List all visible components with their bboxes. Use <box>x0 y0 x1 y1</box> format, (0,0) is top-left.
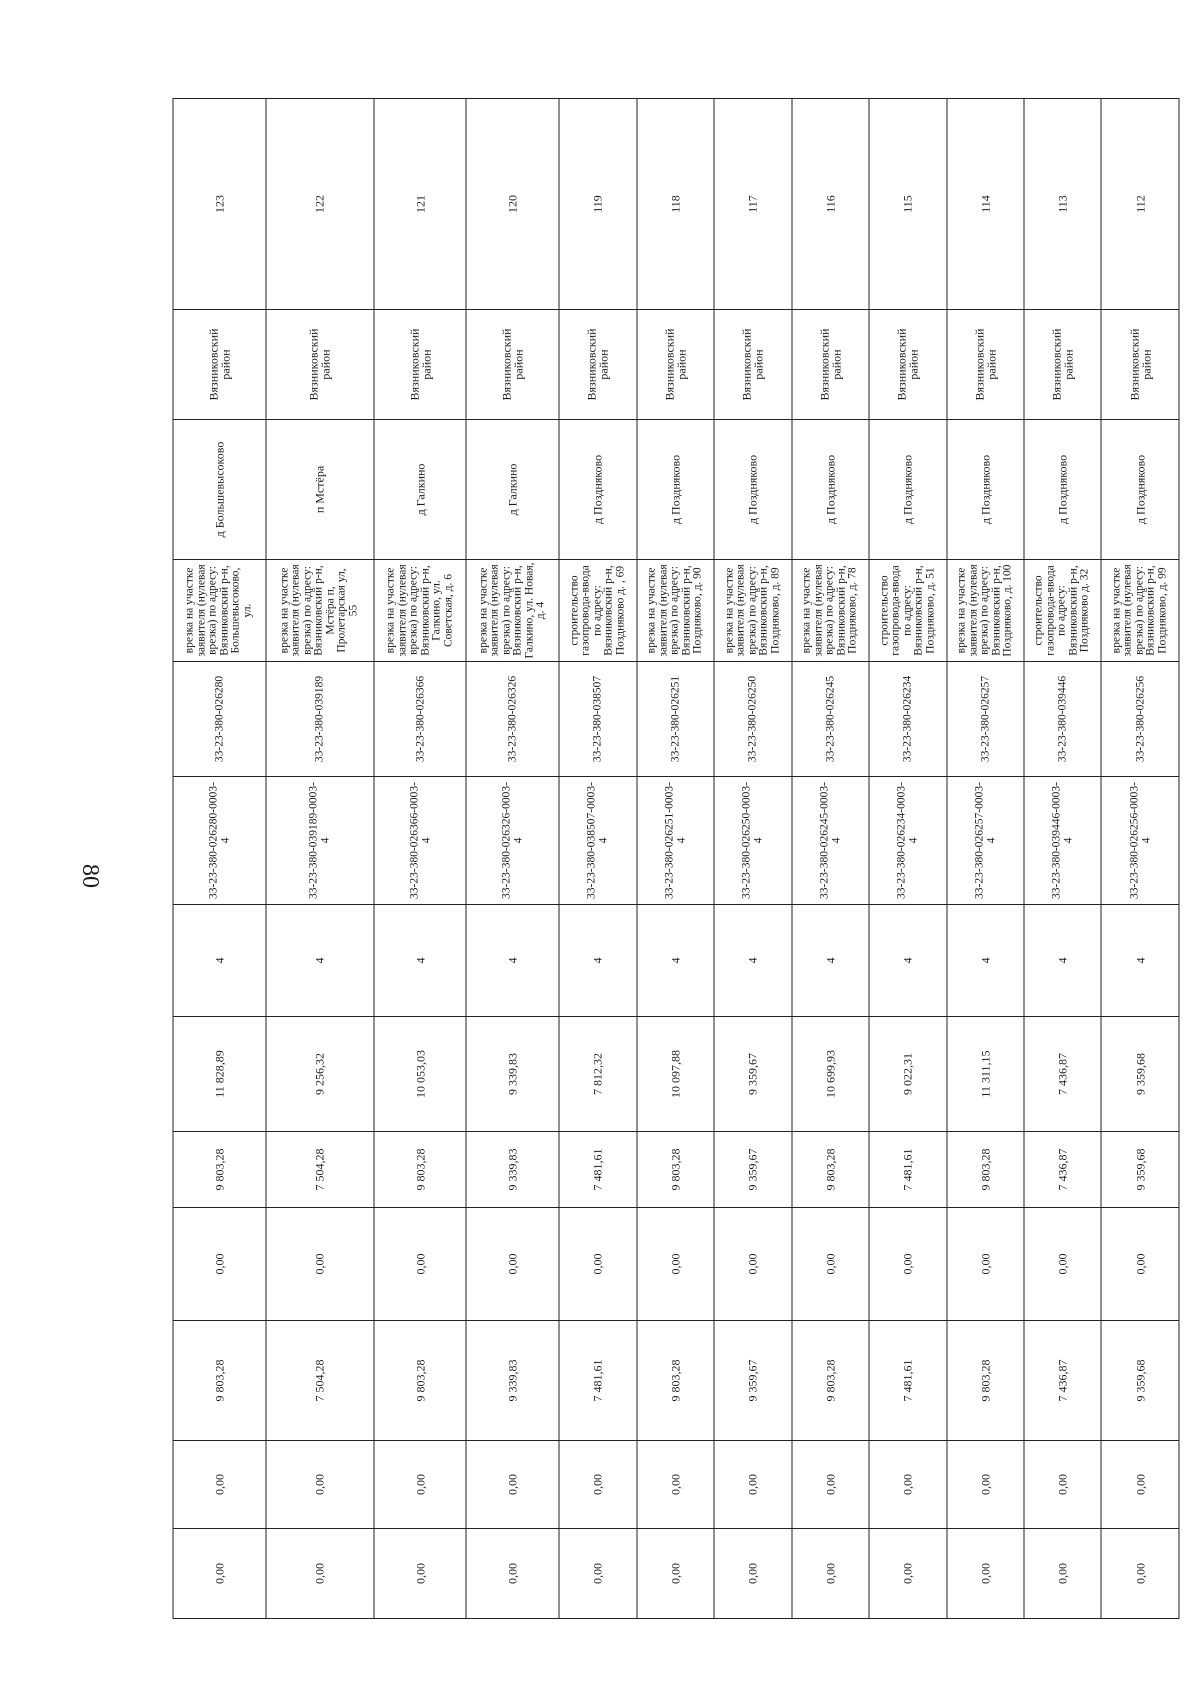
row-number-cell: 116 <box>791 98 868 309</box>
value-2-cell: 7 436,87 <box>1024 1131 1101 1207</box>
identifier-cell: 33-23-380-039189-0003-4 <box>265 776 373 904</box>
address-cell: врезка на участке заявителя (нулевая врезка) по адресу: Вязниковский р-н, Поздняково, д. 100 <box>946 559 1023 661</box>
category-cell: 4 <box>1024 904 1101 1016</box>
table-row <box>714 98 791 1618</box>
value-1-cell: 9 359,68 <box>1101 1016 1179 1131</box>
cadastral-number-cell: 33-23-380-026257 <box>946 661 1023 776</box>
row-number-cell: 122 <box>265 98 373 309</box>
cadastral-number-cell: 33-23-380-026256 <box>1101 661 1179 776</box>
table-row <box>265 98 373 1618</box>
value-5-cell: 0,00 <box>466 1440 559 1528</box>
address-cell: врезка на участке заявителя (нулевая врезка) по адресу: Вязниковский р-н, Поздняково, д. 78 <box>791 559 868 661</box>
locality-cell: д Галкино <box>466 419 559 559</box>
cadastral-number-cell: 33-23-380-039446 <box>1024 661 1101 776</box>
value-6-cell: 0,00 <box>791 1528 868 1618</box>
cadastral-number-cell: 33-23-380-038507 <box>559 661 636 776</box>
cadastral-number-cell: 33-23-380-026366 <box>373 661 466 776</box>
value-5-cell: 0,00 <box>173 1440 266 1528</box>
table-row <box>1024 98 1101 1618</box>
locality-cell: д Поздняково <box>714 419 791 559</box>
value-5-cell: 0,00 <box>636 1440 713 1528</box>
address-cell: врезка на участке заявителя (нулевая врезка) по адресу: Вязниковский р-н, Галкино, ул. Новая, д. 4 <box>466 559 559 661</box>
identifier-cell: 33-23-380-026250-0003-4 <box>714 776 791 904</box>
identifier-cell: 33-23-380-038507-0003-4 <box>559 776 636 904</box>
district-cell: Вязниковский район <box>869 309 946 419</box>
value-3-cell: 0,00 <box>946 1207 1023 1320</box>
category-cell: 4 <box>265 904 373 1016</box>
value-3-cell: 0,00 <box>869 1207 946 1320</box>
table-row <box>466 98 559 1618</box>
district-cell: Вязниковский район <box>791 309 868 419</box>
value-5-cell: 0,00 <box>373 1440 466 1528</box>
row-number-cell: 112 <box>1101 98 1179 309</box>
district-cell: Вязниковский район <box>636 309 713 419</box>
table-row <box>1101 98 1179 1618</box>
address-cell: врезка на участке заявителя (нулевая врезка) по адресу: Вязниковский р-н, Галкино, ул. Советская, д. 6 <box>373 559 466 661</box>
table-row <box>791 98 868 1618</box>
value-2-cell: 7 481,61 <box>869 1131 946 1207</box>
value-6-cell: 0,00 <box>173 1528 266 1618</box>
value-3-cell: 0,00 <box>636 1207 713 1320</box>
address-cell: врезка на участке заявителя (нулевая врезка) по адресу: Вязниковский р-н, Поздняково, д. 99 <box>1101 559 1179 661</box>
value-4-cell: 9 359,67 <box>714 1320 791 1440</box>
district-cell: Вязниковский район <box>265 309 373 419</box>
value-2-cell: 7 504,28 <box>265 1131 373 1207</box>
rotated-table-container <box>172 99 1179 1619</box>
value-5-cell: 0,00 <box>1024 1440 1101 1528</box>
value-3-cell: 0,00 <box>173 1207 266 1320</box>
category-cell: 4 <box>173 904 266 1016</box>
cadastral-number-cell: 33-23-380-026234 <box>869 661 946 776</box>
value-5-cell: 0,00 <box>869 1440 946 1528</box>
cadastral-number-cell: 33-23-380-026245 <box>791 661 868 776</box>
value-3-cell: 0,00 <box>466 1207 559 1320</box>
value-5-cell: 0,00 <box>791 1440 868 1528</box>
identifier-cell: 33-23-380-026245-0003-4 <box>791 776 868 904</box>
value-6-cell: 0,00 <box>714 1528 791 1618</box>
value-2-cell: 9 803,28 <box>173 1131 266 1207</box>
value-4-cell: 9 339,83 <box>466 1320 559 1440</box>
address-cell: строительство газопровода-ввода по адресу: Вязниковский р-н, Поздняково д. , 69 <box>559 559 636 661</box>
value-1-cell: 10 053,03 <box>373 1016 466 1131</box>
value-6-cell: 0,00 <box>1024 1528 1101 1618</box>
district-cell: Вязниковский район <box>559 309 636 419</box>
value-2-cell: 9 803,28 <box>791 1131 868 1207</box>
value-3-cell: 0,00 <box>373 1207 466 1320</box>
district-cell: Вязниковский район <box>1101 309 1179 419</box>
address-cell: врезка на участке заявителя (нулевая врезка) по адресу: Вязниковский р-н, Поздняково, д. 90 <box>636 559 713 661</box>
address-cell: строительство газопровода-ввода по адресу: Вязниковский р-н, Поздняково д. 32 <box>1024 559 1101 661</box>
identifier-cell: 33-23-380-026251-0003-4 <box>636 776 713 904</box>
category-cell: 4 <box>1101 904 1179 1016</box>
value-6-cell: 0,00 <box>466 1528 559 1618</box>
value-6-cell: 0,00 <box>373 1528 466 1618</box>
address-cell: строительство газопровода-ввода по адресу: Вязниковский р-н, Поздняково, д. 51 <box>869 559 946 661</box>
value-1-cell: 7 812,32 <box>559 1016 636 1131</box>
value-2-cell: 9 359,67 <box>714 1131 791 1207</box>
value-2-cell: 9 359,68 <box>1101 1131 1179 1207</box>
value-5-cell: 0,00 <box>265 1440 373 1528</box>
locality-cell: д Галкино <box>373 419 466 559</box>
category-cell: 4 <box>636 904 713 1016</box>
value-2-cell: 9 339,83 <box>466 1131 559 1207</box>
value-3-cell: 0,00 <box>791 1207 868 1320</box>
identifier-cell: 33-23-380-026366-0003-4 <box>373 776 466 904</box>
locality-cell: д Большевысоково <box>173 419 266 559</box>
table-row <box>559 98 636 1618</box>
category-cell: 4 <box>466 904 559 1016</box>
locality-cell: д Поздняково <box>1024 419 1101 559</box>
category-cell: 4 <box>869 904 946 1016</box>
district-cell: Вязниковский район <box>1024 309 1101 419</box>
address-cell: врезка на участке заявителя (нулевая врезка) по адресу: Вязниковский р-н, Мстёра п, Пролетарская ул, 55 <box>265 559 373 661</box>
identifier-cell: 33-23-380-026326-0003-4 <box>466 776 559 904</box>
locality-cell: д Поздняково <box>1101 419 1179 559</box>
district-cell: Вязниковский район <box>373 309 466 419</box>
locality-cell: д Поздняково <box>559 419 636 559</box>
category-cell: 4 <box>714 904 791 1016</box>
table-row <box>173 98 266 1618</box>
value-6-cell: 0,00 <box>946 1528 1023 1618</box>
cadastral-number-cell: 33-23-380-026251 <box>636 661 713 776</box>
row-number-cell: 120 <box>466 98 559 309</box>
address-cell: врезка на участке заявителя (нулевая врезка) по адресу: Вязниковский р-н, Большевысоково, ул. <box>173 559 266 661</box>
value-4-cell: 7 504,28 <box>265 1320 373 1440</box>
table-body <box>173 98 1179 1618</box>
district-cell: Вязниковский район <box>714 309 791 419</box>
value-3-cell: 0,00 <box>559 1207 636 1320</box>
value-6-cell: 0,00 <box>1101 1528 1179 1618</box>
value-5-cell: 0,00 <box>946 1440 1023 1528</box>
category-cell: 4 <box>373 904 466 1016</box>
value-4-cell: 9 803,28 <box>173 1320 266 1440</box>
row-number-cell: 119 <box>559 98 636 309</box>
value-1-cell: 11 828,89 <box>173 1016 266 1131</box>
row-number-cell: 114 <box>946 98 1023 309</box>
locality-cell: д Поздняково <box>946 419 1023 559</box>
identifier-cell: 33-23-380-026257-0003-4 <box>946 776 1023 904</box>
table-row <box>636 98 713 1618</box>
district-cell: Вязниковский район <box>466 309 559 419</box>
category-cell: 4 <box>946 904 1023 1016</box>
identifier-cell: 33-23-380-039446-0003-4 <box>1024 776 1101 904</box>
cadastral-number-cell: 33-23-380-039189 <box>265 661 373 776</box>
data-table <box>172 98 1179 1619</box>
value-1-cell: 11 311,15 <box>946 1016 1023 1131</box>
value-4-cell: 7 481,61 <box>559 1320 636 1440</box>
identifier-cell: 33-23-380-026234-0003-4 <box>869 776 946 904</box>
value-4-cell: 9 803,28 <box>946 1320 1023 1440</box>
value-1-cell: 9 359,67 <box>714 1016 791 1131</box>
table-row <box>869 98 946 1618</box>
identifier-cell: 33-23-380-026280-0003-4 <box>173 776 266 904</box>
identifier-cell: 33-23-380-026256-0003-4 <box>1101 776 1179 904</box>
value-4-cell: 9 803,28 <box>636 1320 713 1440</box>
value-5-cell: 0,00 <box>559 1440 636 1528</box>
value-3-cell: 0,00 <box>1101 1207 1179 1320</box>
value-2-cell: 9 803,28 <box>946 1131 1023 1207</box>
value-1-cell: 9 339,83 <box>466 1016 559 1131</box>
value-4-cell: 9 803,28 <box>373 1320 466 1440</box>
value-4-cell: 7 481,61 <box>869 1320 946 1440</box>
table-row <box>946 98 1023 1618</box>
value-6-cell: 0,00 <box>869 1528 946 1618</box>
value-2-cell: 9 803,28 <box>373 1131 466 1207</box>
row-number-cell: 121 <box>373 98 466 309</box>
value-3-cell: 0,00 <box>265 1207 373 1320</box>
value-2-cell: 7 481,61 <box>559 1131 636 1207</box>
value-6-cell: 0,00 <box>559 1528 636 1618</box>
address-cell: врезка на участке заявителя (нулевая врезка) по адресу: Вязниковский р-н, Поздняково, д. 89 <box>714 559 791 661</box>
value-4-cell: 9 359,68 <box>1101 1320 1179 1440</box>
row-number-cell: 123 <box>173 98 266 309</box>
row-number-cell: 117 <box>714 98 791 309</box>
value-3-cell: 0,00 <box>714 1207 791 1320</box>
value-6-cell: 0,00 <box>265 1528 373 1618</box>
category-cell: 4 <box>791 904 868 1016</box>
locality-cell: д Поздняково <box>869 419 946 559</box>
cadastral-number-cell: 33-23-380-026250 <box>714 661 791 776</box>
value-1-cell: 9 256,32 <box>265 1016 373 1131</box>
category-cell: 4 <box>559 904 636 1016</box>
table-row <box>373 98 466 1618</box>
cadastral-number-cell: 33-23-380-026326 <box>466 661 559 776</box>
district-cell: Вязниковский район <box>946 309 1023 419</box>
value-1-cell: 10 097,88 <box>636 1016 713 1131</box>
value-4-cell: 7 436,87 <box>1024 1320 1101 1440</box>
locality-cell: д Поздняково <box>636 419 713 559</box>
value-1-cell: 10 699,93 <box>791 1016 868 1131</box>
cadastral-number-cell: 33-23-380-026280 <box>173 661 266 776</box>
value-4-cell: 9 803,28 <box>791 1320 868 1440</box>
district-cell: Вязниковский район <box>173 309 266 419</box>
row-number-cell: 115 <box>869 98 946 309</box>
value-5-cell: 0,00 <box>714 1440 791 1528</box>
value-2-cell: 9 803,28 <box>636 1131 713 1207</box>
value-1-cell: 9 022,31 <box>869 1016 946 1131</box>
row-number-cell: 118 <box>636 98 713 309</box>
locality-cell: д Поздняково <box>791 419 868 559</box>
value-5-cell: 0,00 <box>1101 1440 1179 1528</box>
locality-cell: п Мстёра <box>265 419 373 559</box>
row-number-cell: 113 <box>1024 98 1101 309</box>
value-6-cell: 0,00 <box>636 1528 713 1618</box>
value-3-cell: 0,00 <box>1024 1207 1101 1320</box>
page-number: 80 <box>77 864 103 888</box>
value-1-cell: 7 436,87 <box>1024 1016 1101 1131</box>
